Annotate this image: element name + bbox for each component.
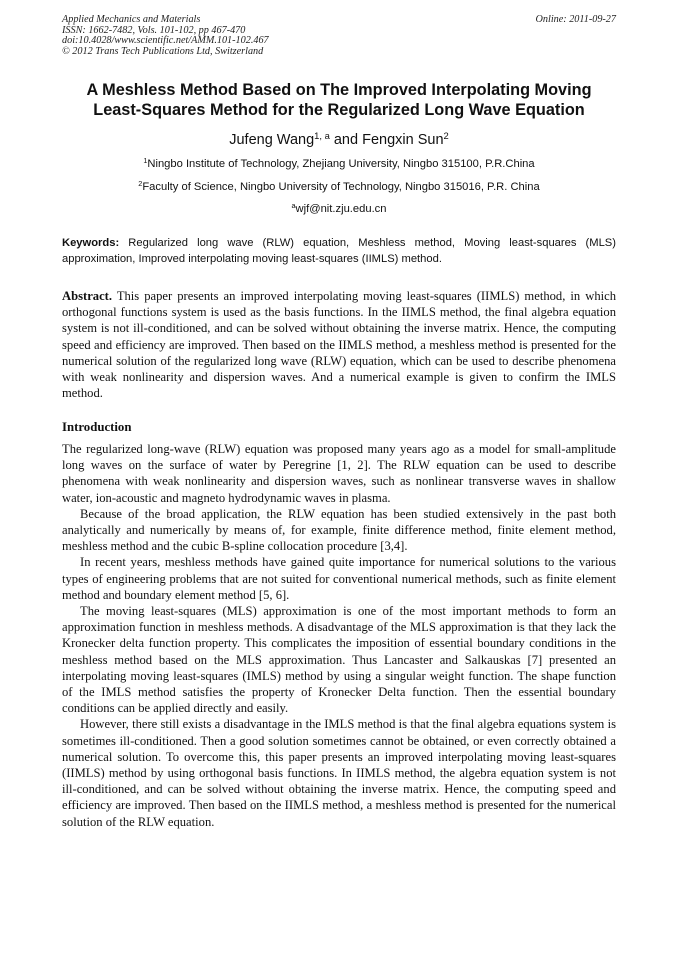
keywords-text: Regularized long wave (RLW) equation, Meshless method, Moving least-squares (MLS) approximation, Improved interpolating moving least-squares (IIMLS) method.: [62, 237, 616, 265]
affiliation-mark: a: [291, 201, 296, 210]
affiliation-mark: 1: [143, 156, 148, 165]
introduction-body: [62, 441, 616, 830]
paragraph: Because of the broad application, the RLW equation has been studied extensively in the past both analytically and numerically by means of, for example, finite difference method, finite element method, meshless method and the cubic B-spline collocation procedure [3,4].: [62, 506, 616, 554]
section-heading-introduction: Introduction: [62, 420, 132, 434]
paragraph: However, there still exists a disadvantage in the IMLS method is that the final algebra equations system is sometimes ill-conditioned. Then a good solution sometimes cannot be obtained, or even correctly obtained a numerical solution. To overcome this, this paper presents an improved interpolating moving least-squares (IIMLS) method by using orthogonal basis functions. In IIMLS method, the algebra equation system is not ill-conditioned, and can be solved without obtaining the inverse matrix. Hence, the computing speed and efficiency are improved. Then based on the IIMLS method, a meshless method is presented for the numerical solution of the RLW equation.: [62, 717, 616, 829]
affiliation-1: [40, 157, 638, 171]
paper-title: [40, 80, 638, 120]
keywords-label: Keywords:: [62, 237, 120, 249]
abstract: [62, 288, 616, 401]
journal-header: [62, 15, 616, 57]
author-affiliation-mark: 1, a: [314, 129, 330, 141]
contact-email: [40, 202, 638, 216]
paragraph: In recent years, meshless methods have gained quite importance for numerical solutions to the various types of engineering problems that are not suited for conventional numerical methods, such as finite element method and boundary element method [5, 6].: [62, 555, 616, 602]
affiliation-2: [40, 180, 638, 194]
author-affiliation-mark: 2: [443, 129, 449, 141]
abstract-label: Abstract.: [62, 289, 113, 303]
journal-name: Applied Mechanics and Materials: [62, 14, 201, 25]
issn-line: ISSN: 1662-7482, Vols. 101-102, pp 467-470: [62, 24, 246, 36]
author-name: Fengxin Sun: [362, 132, 444, 148]
affiliation-mark: 2: [138, 179, 143, 188]
paragraph: The regularized long-wave (RLW) equation was proposed many years ago as a model for small-amplitude long waves on the surface of water by Peregrine [1, 2]. The RLW equation can be used to describe phenomena with weak nonlinearity and dispersion waves, such as nonlinear transverse waves in shallow water, ion-acoustic and magneto hydrodynamic waves in plasma.: [62, 442, 616, 505]
email-text: wjf@nit.zju.edu.cn: [295, 203, 387, 215]
title-line-2: Least-Squares Method for the Regularized Long Wave Equation: [93, 101, 585, 119]
keywords: [62, 236, 616, 267]
affiliation-text: Ningbo Institute of Technology, Zhejiang University, Ningbo 315100, P.R.China: [147, 158, 535, 170]
affiliation-text: Faculty of Science, Ningbo University of Technology, Ningbo 315016, P.R. China: [142, 181, 540, 193]
online-date: Online: 2011-09-27: [535, 14, 616, 25]
author-connector: and: [329, 132, 363, 148]
doi-line: doi:10.4028/www.scientific.net/AMM.101-102.467: [62, 35, 269, 47]
title-line-1: A Meshless Method Based on The Improved Interpolating Moving: [86, 81, 592, 99]
author-list: [40, 131, 638, 149]
copyright-line: © 2012 Trans Tech Publications Ltd, Switzerland: [62, 45, 264, 57]
author-name: Jufeng Wang: [229, 132, 315, 148]
abstract-text: This paper presents an improved interpolating moving least-squares (IIMLS) method, in which orthogonal functions system is used as the basis functions. In the IIMLS method, the final algebra equation system is not ill-conditioned, and can be solved without obtaining the inverse matrix. Hence, the computing speed and efficiency are improved. Then based on the IIMLS method, a meshless method is presented for the numerical solution of the regularized long wave (RLW) equation, which can be used to describe phenomena with weak nonlinearity and dispersion waves. And a numerical example is given to confirm the IMLS method.: [62, 289, 616, 401]
paragraph: The moving least-squares (MLS) approximation is one of the most important methods to form an approximation function in meshless methods. A disadvantage of the MLS approximation is that they lack the Kronecker delta function property. This complicates the imposition of essential boundary conditions in the meshless method based on the MLS approximation. Thus Lancaster and Salkauskas [7] presented an interpolating moving least-squares (IMLS) method by using a singular weight function. The shape function of the IMLS method satisfies the property of Kronecker Delta function. Then the essential boundary conditions can be applied directly and easily.: [62, 604, 616, 716]
